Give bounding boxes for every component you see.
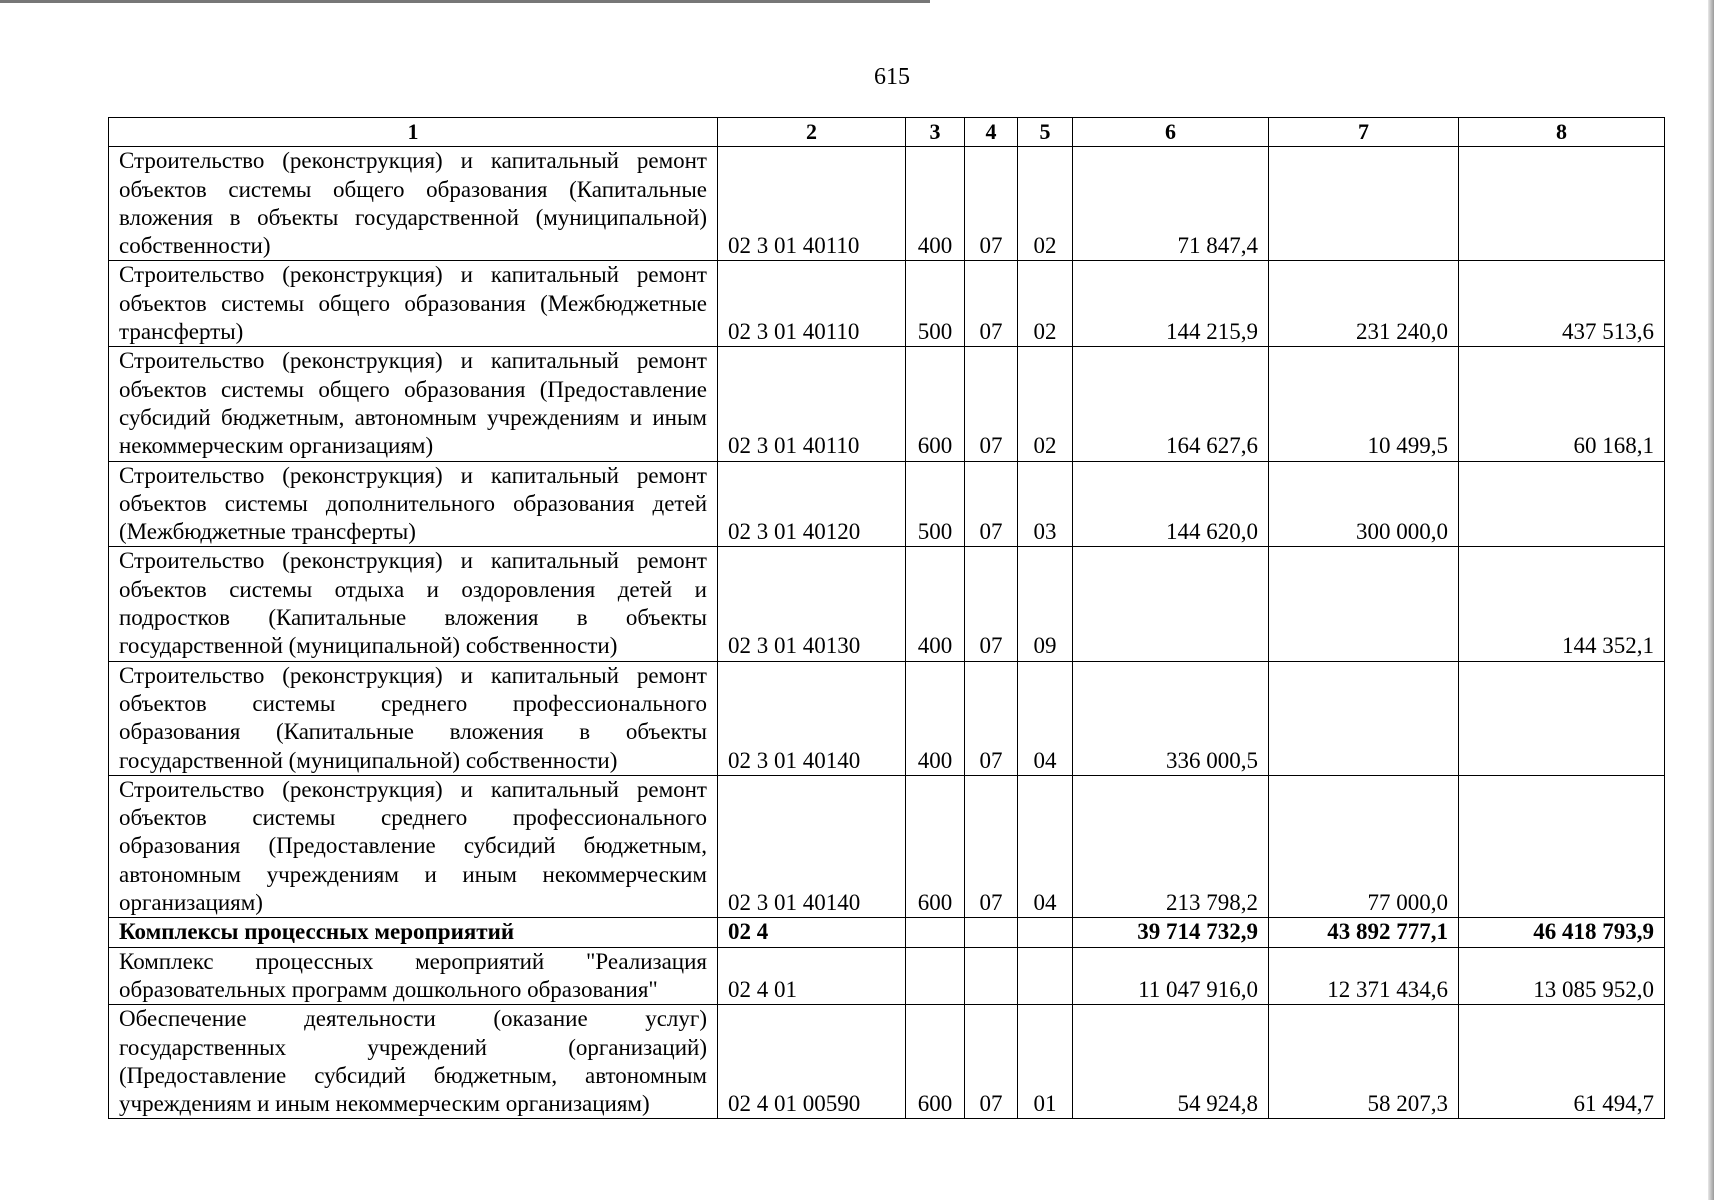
header-col-8: 8 bbox=[1459, 118, 1665, 147]
row-code-cell: 02 3 01 40110 bbox=[718, 347, 906, 461]
row-col4-cell: 07 bbox=[965, 347, 1018, 461]
row-value-col7: 12 371 434,6 bbox=[1269, 947, 1459, 1005]
row-col5-cell: 01 bbox=[1018, 1005, 1073, 1119]
row-col3-cell: 600 bbox=[906, 1005, 965, 1119]
row-value-col7: 300 000,0 bbox=[1269, 461, 1459, 547]
row-value-col7: 77 000,0 bbox=[1269, 775, 1459, 917]
header-col-5: 5 bbox=[1018, 118, 1073, 147]
row-col4-cell: 07 bbox=[965, 661, 1018, 775]
row-value-col6: 213 798,2 bbox=[1073, 775, 1269, 917]
row-value-col6: 144 215,9 bbox=[1073, 261, 1269, 347]
row-col5-cell: 04 bbox=[1018, 775, 1073, 917]
row-value-col7: 10 499,5 bbox=[1269, 347, 1459, 461]
row-value-col7: 231 240,0 bbox=[1269, 261, 1459, 347]
row-value-col8: 144 352,1 bbox=[1459, 547, 1665, 661]
row-col5-cell: 02 bbox=[1018, 261, 1073, 347]
header-row bbox=[109, 118, 1665, 147]
row-value-col8 bbox=[1459, 147, 1665, 261]
row-col4-cell bbox=[965, 918, 1018, 947]
row-col4-cell: 07 bbox=[965, 147, 1018, 261]
table-row bbox=[109, 775, 1665, 917]
row-value-col6: 164 627,6 bbox=[1073, 347, 1269, 461]
row-value-col7 bbox=[1269, 661, 1459, 775]
table-row bbox=[109, 261, 1665, 347]
row-name-cell: Строительство (реконструкция) и капитальный ремонт объектов системы среднего профессионального образования (Предоставление субсидий бюджетным, автономным учреждениям и иным некоммерческим организациям) bbox=[109, 775, 718, 917]
row-value-col6: 144 620,0 bbox=[1073, 461, 1269, 547]
table-row bbox=[109, 347, 1665, 461]
row-code-cell: 02 3 01 40140 bbox=[718, 775, 906, 917]
row-value-col8: 61 494,7 bbox=[1459, 1005, 1665, 1119]
row-value-col7: 58 207,3 bbox=[1269, 1005, 1459, 1119]
row-col5-cell: 03 bbox=[1018, 461, 1073, 547]
row-col5-cell: 04 bbox=[1018, 661, 1073, 775]
row-col3-cell: 600 bbox=[906, 775, 965, 917]
table-row-total bbox=[109, 918, 1665, 947]
row-code-cell: 02 3 01 40140 bbox=[718, 661, 906, 775]
row-code-cell: 02 3 01 40120 bbox=[718, 461, 906, 547]
row-value-col8: 437 513,6 bbox=[1459, 261, 1665, 347]
row-value-col7: 43 892 777,1 bbox=[1269, 918, 1459, 947]
header-col-2: 2 bbox=[718, 118, 906, 147]
budget-table bbox=[108, 117, 1665, 1119]
row-col3-cell bbox=[906, 947, 965, 1005]
row-col5-cell: 02 bbox=[1018, 347, 1073, 461]
row-col3-cell: 400 bbox=[906, 547, 965, 661]
row-col4-cell bbox=[965, 947, 1018, 1005]
row-value-col8: 60 168,1 bbox=[1459, 347, 1665, 461]
row-col5-cell bbox=[1018, 947, 1073, 1005]
row-name-cell: Строительство (реконструкция) и капитальный ремонт объектов системы общего образования (Предоставление субсидий бюджетным, автономным учреждениям и иным некоммерческим организациям) bbox=[109, 347, 718, 461]
row-col3-cell bbox=[906, 918, 965, 947]
row-value-col6: 336 000,5 bbox=[1073, 661, 1269, 775]
row-name-cell: Комплекс процессных мероприятий "Реализация образовательных программ дошкольного образования" bbox=[109, 947, 718, 1005]
row-code-cell: 02 4 01 bbox=[718, 947, 906, 1005]
row-value-col8 bbox=[1459, 661, 1665, 775]
row-col4-cell: 07 bbox=[965, 1005, 1018, 1119]
scan-edge-line bbox=[0, 0, 930, 3]
row-value-col7 bbox=[1269, 147, 1459, 261]
row-code-cell: 02 3 01 40130 bbox=[718, 547, 906, 661]
table-row bbox=[109, 547, 1665, 661]
row-name-cell: Строительство (реконструкция) и капитальный ремонт объектов системы общего образования (Межбюджетные трансферты) bbox=[109, 261, 718, 347]
row-name-cell: Строительство (реконструкция) и капитальный ремонт объектов системы общего образования (Капитальные вложения в объекты государственной (муниципальной) собственности) bbox=[109, 147, 718, 261]
header-col-7: 7 bbox=[1269, 118, 1459, 147]
header-col-3: 3 bbox=[906, 118, 965, 147]
row-value-col8: 13 085 952,0 bbox=[1459, 947, 1665, 1005]
row-col3-cell: 500 bbox=[906, 461, 965, 547]
table-row bbox=[109, 1005, 1665, 1119]
row-value-col8 bbox=[1459, 461, 1665, 547]
scan-right-edge bbox=[1708, 0, 1714, 1200]
row-col3-cell: 500 bbox=[906, 261, 965, 347]
row-col3-cell: 400 bbox=[906, 147, 965, 261]
row-name-cell: Строительство (реконструкция) и капитальный ремонт объектов системы среднего профессионального образования (Капитальные вложения в объекты государственной (муниципальной) собственности) bbox=[109, 661, 718, 775]
row-name-cell: Обеспечение деятельности (оказание услуг) государственных учреждений (организаций) (Предоставление субсидий бюджетным, автономным учреждениям и иным некоммерческим организациям) bbox=[109, 1005, 718, 1119]
row-code-cell: 02 3 01 40110 bbox=[718, 147, 906, 261]
row-value-col8: 46 418 793,9 bbox=[1459, 918, 1665, 947]
table-row bbox=[109, 461, 1665, 547]
header-col-1: 1 bbox=[109, 118, 718, 147]
row-value-col6: 71 847,4 bbox=[1073, 147, 1269, 261]
row-col4-cell: 07 bbox=[965, 461, 1018, 547]
row-col5-cell: 09 bbox=[1018, 547, 1073, 661]
row-col4-cell: 07 bbox=[965, 775, 1018, 917]
row-col5-cell bbox=[1018, 918, 1073, 947]
table-row bbox=[109, 947, 1665, 1005]
row-value-col6: 54 924,8 bbox=[1073, 1005, 1269, 1119]
row-value-col6: 11 047 916,0 bbox=[1073, 947, 1269, 1005]
row-name-cell: Строительство (реконструкция) и капитальный ремонт объектов системы отдыха и оздоровления детей и подростков (Капитальные вложения в объекты государственной (муниципальной) собственности) bbox=[109, 547, 718, 661]
table-row bbox=[109, 147, 1665, 261]
row-col5-cell: 02 bbox=[1018, 147, 1073, 261]
row-code-cell: 02 3 01 40110 bbox=[718, 261, 906, 347]
row-value-col6: 39 714 732,9 bbox=[1073, 918, 1269, 947]
header-col-4: 4 bbox=[965, 118, 1018, 147]
row-col3-cell: 400 bbox=[906, 661, 965, 775]
row-col3-cell: 600 bbox=[906, 347, 965, 461]
row-code-cell: 02 4 bbox=[718, 918, 906, 947]
row-value-col8 bbox=[1459, 775, 1665, 917]
row-name-cell: Строительство (реконструкция) и капитальный ремонт объектов системы дополнительного образования детей (Межбюджетные трансферты) bbox=[109, 461, 718, 547]
row-code-cell: 02 4 01 00590 bbox=[718, 1005, 906, 1119]
row-value-col6 bbox=[1073, 547, 1269, 661]
table-row bbox=[109, 661, 1665, 775]
header-col-6: 6 bbox=[1073, 118, 1269, 147]
row-col4-cell: 07 bbox=[965, 261, 1018, 347]
row-value-col7 bbox=[1269, 547, 1459, 661]
row-name-cell: Комплексы процессных мероприятий bbox=[109, 918, 718, 947]
row-col4-cell: 07 bbox=[965, 547, 1018, 661]
page-number: 615 bbox=[874, 64, 910, 90]
